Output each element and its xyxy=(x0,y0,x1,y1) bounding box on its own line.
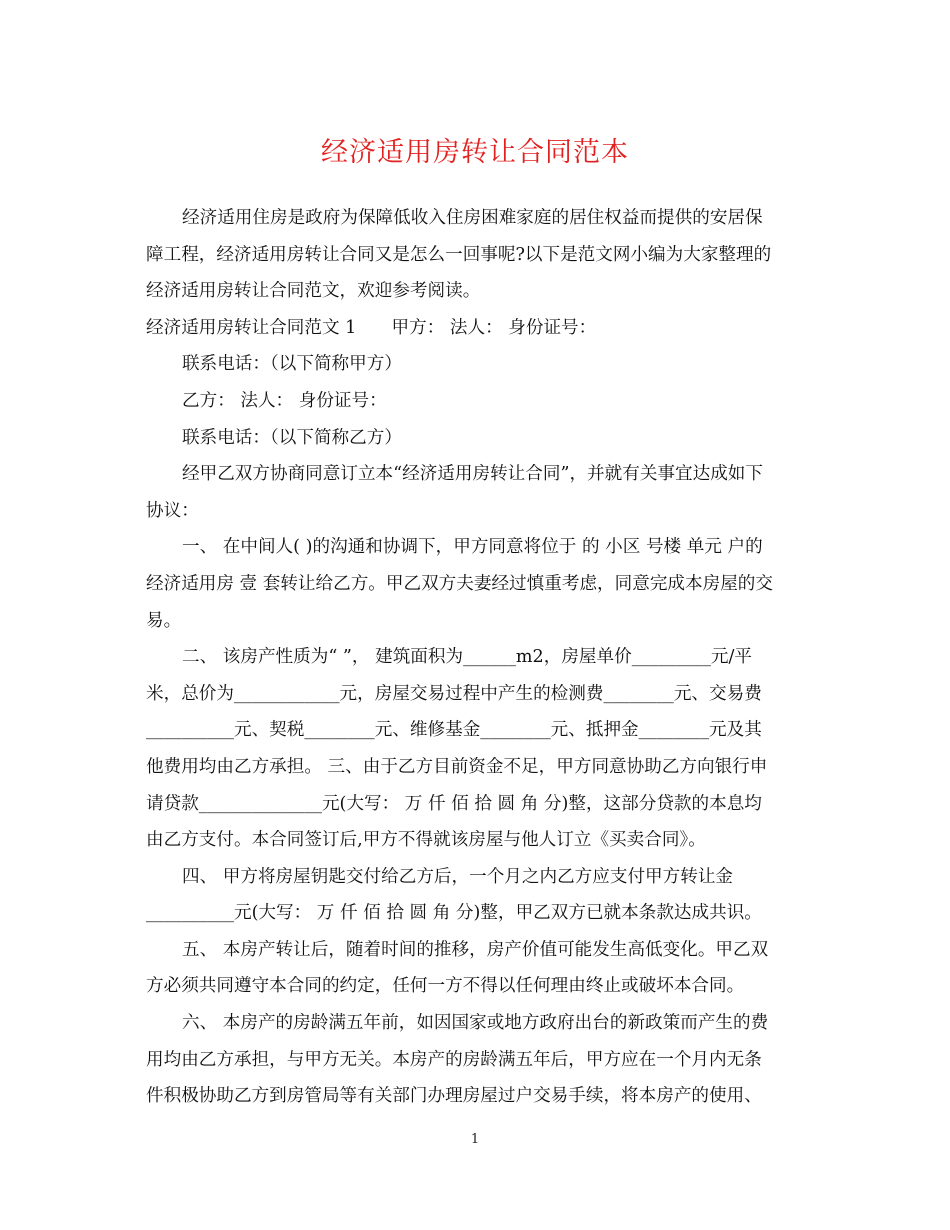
clause-1-line: 易。 xyxy=(146,610,182,631)
clause-5-line: 方必须共同遵守本合同的约定，任何一方不得以任何理由终止或破坏本合同。 xyxy=(146,976,745,997)
clause-6-line: 件积极协助乙方到房管局等有关部门办理房屋过户交易手续，将本房产的使用、 xyxy=(146,1086,762,1107)
clause-2-line: __________元、契税________元、维修基金________元、抵押金________元及其 xyxy=(146,720,762,741)
paragraph-line: 经甲乙双方协商同意订立本“经济适用房转让合同”，并就有关事宜达成如下 xyxy=(182,464,763,485)
clause-6-line: 用均由乙方承担，与甲方无关。本房产的房龄满五年后，甲方应在一个月内无条 xyxy=(146,1049,762,1070)
clause-4-line: 四、 甲方将房屋钥匙交付给乙方后，一个月之内乙方应支付甲方转让金 xyxy=(182,866,734,887)
document-body xyxy=(146,200,826,1115)
paragraph-line: 协议： xyxy=(146,500,199,521)
clause-6-line: 六、 本房产的房龄满五年前，如因国家或地方政府出台的新政策而产生的费 xyxy=(182,1013,769,1034)
paragraph-line: 障工程，经济适用房转让合同又是怎么一回事呢?以下是范文网小编为大家整理的 xyxy=(146,244,772,265)
clause-2-line: 二、 该房产性质为“ ”， 建筑面积为______m2，房屋单价_________元/平 xyxy=(182,647,752,668)
contract-heading-line: 经济适用房转让合同范文 1 甲方： 法人： 身份证号： xyxy=(146,317,597,338)
party-b-line: 乙方： 法人： 身份证号： xyxy=(182,390,387,411)
clause-3-line: 由乙方支付。本合同签订后,甲方不得就该房屋与他人订立《买卖合同》。 xyxy=(146,830,706,851)
clause-5-line: 五、 本房产转让后，随着时间的推移，房产价值可能发生高低变化。甲乙双 xyxy=(182,939,769,960)
clause-3-line: 请贷款______________元(大写： 万 仟 佰 拾 圆 角 分)整，这部分贷款的本息均 xyxy=(146,793,762,814)
clause-4-line: __________元(大写： 万 仟 佰 拾 圆 角 分)整，甲乙双方已就本条款达成共识。 xyxy=(146,903,762,924)
clause-2-line: 米，总价为____________元，房屋交易过程中产生的检测费________元、交易费 xyxy=(146,683,762,704)
clause-1-line: 一、 在中间人( )的沟通和协调下，甲方同意将位于 的 小区 号楼 单元 户的 xyxy=(182,537,763,558)
party-b-phone-line: 联系电话：（以下简称乙方） xyxy=(182,427,402,448)
paragraph-line: 经济适用房转让合同范文，欢迎参考阅读。 xyxy=(146,281,481,302)
party-a-phone-line: 联系电话：（以下简称甲方） xyxy=(182,354,402,375)
clause-1-line: 经济适用房 壹 套转让给乙方。甲乙双方夫妻经过慎重考虑，同意完成本房屋的交 xyxy=(146,573,773,594)
clause-2-line: 他费用均由乙方承担。 三、由于乙方目前资金不足，甲方同意协助乙方向银行申 xyxy=(146,756,768,777)
page-number: 1 xyxy=(470,1132,480,1147)
paragraph-line: 经济适用住房是政府为保障低收入住房困难家庭的居住权益而提供的安居保 xyxy=(182,208,763,228)
document-title: 经济适用房转让合同范本 xyxy=(321,137,629,168)
